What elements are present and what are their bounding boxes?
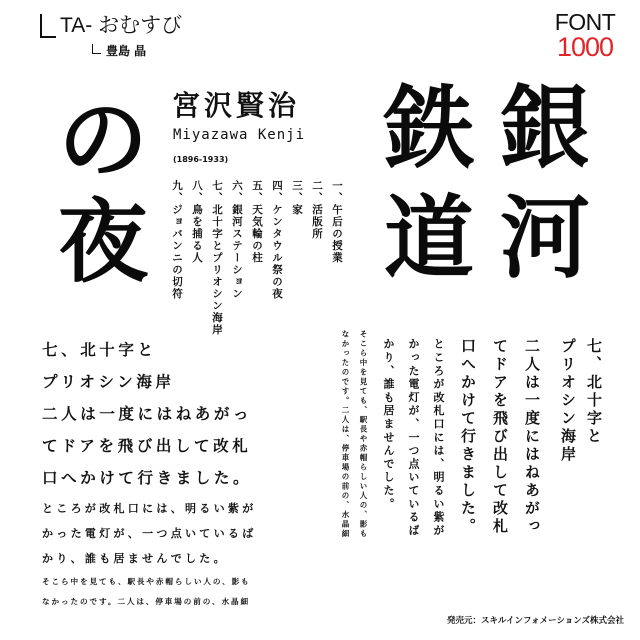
toc-item-2: 二、活版所: [311, 180, 323, 240]
title-char-dou: 道: [384, 186, 474, 291]
body-v-col-5: 口へかけて行きました。: [459, 338, 477, 536]
body-v-col-6: ところが改札口には、明るい紫が: [432, 338, 445, 538]
body-h-line-10: なかったのです。二人は、停車場の前の、水晶細: [42, 597, 250, 606]
logo-word: FONT: [554, 9, 616, 35]
body-h-line-7: かった電灯が、一つ点いているば: [42, 527, 257, 540]
author-japanese: 宮沢賢治: [172, 89, 301, 122]
title-char-yoru: 夜: [58, 190, 148, 295]
body-h-line-6: ところが改札口には、明るい紫が: [42, 502, 257, 515]
toc-item-7: 七、北十字とプリオシン海岸: [211, 180, 223, 336]
toc-item-3: 三、家: [291, 180, 303, 216]
body-v-col-7: かった電灯が、一つ点いているば: [407, 338, 420, 538]
toc-item-5: 五、天気輪の柱: [251, 180, 263, 264]
body-h-line-9: そこら中を見ても、駅長や赤帽らしい人の、影も: [42, 577, 251, 586]
body-h-line-8: かり、誰も居ませんでした。: [42, 552, 228, 565]
publisher-credit: 発売元：スキルインフォメーションズ株式会社: [447, 616, 624, 626]
title-char-gin: 銀: [500, 76, 590, 181]
body-v-col-8: かり、誰も居ませんでした。: [382, 338, 395, 511]
corner-bracket: [40, 14, 56, 38]
font-name: TA- おむすび: [60, 14, 183, 37]
body-h-line-4: てドアを飛び出して改札: [42, 437, 252, 455]
toc-item-1: 一、午后の授業: [331, 180, 343, 264]
title-char-no: の: [58, 88, 148, 193]
title-char-tetsu: 鉄: [384, 76, 474, 181]
body-v-col-2: プリオシン海岸: [559, 338, 577, 464]
logo-number: 1000: [556, 32, 614, 62]
body-h-line-1: 七、北十字と: [42, 341, 157, 359]
body-h-line-5: 口へかけて行きました。: [42, 469, 253, 487]
font1000-logo: [546, 10, 624, 60]
toc-item-6: 六、銀河ステーション: [231, 180, 243, 300]
body-v-col-9: そこら中を見ても、駅長や赤帽らしい人の、影も: [359, 330, 368, 539]
body-v-col-10: なかったのです。二人は、停車場の前の、水晶細: [341, 330, 350, 539]
toc-item-8: 八、鳥を捕る人: [191, 180, 203, 264]
author-years: (1896-1933): [173, 155, 229, 164]
body-v-col-3: 二人は一度にはねあがっ: [523, 338, 541, 536]
small-corner-bracket: [92, 44, 101, 54]
toc-item-9: 九、ジョバンニの切符: [171, 180, 183, 300]
designer-name: 豊島 晶: [106, 44, 147, 58]
body-v-col-1: 七、北十字と: [585, 338, 603, 446]
toc-item-4: 四、ケンタウル祭の夜: [271, 180, 283, 300]
author-roman: Miyazawa Kenji: [173, 127, 306, 143]
body-h-line-3: 二人は一度にはねあがっ: [42, 405, 253, 423]
body-h-line-2: プリオシン海岸: [42, 373, 175, 391]
body-v-col-4: てドアを飛び出して改札: [491, 338, 509, 536]
title-char-ga: 河: [500, 186, 590, 291]
